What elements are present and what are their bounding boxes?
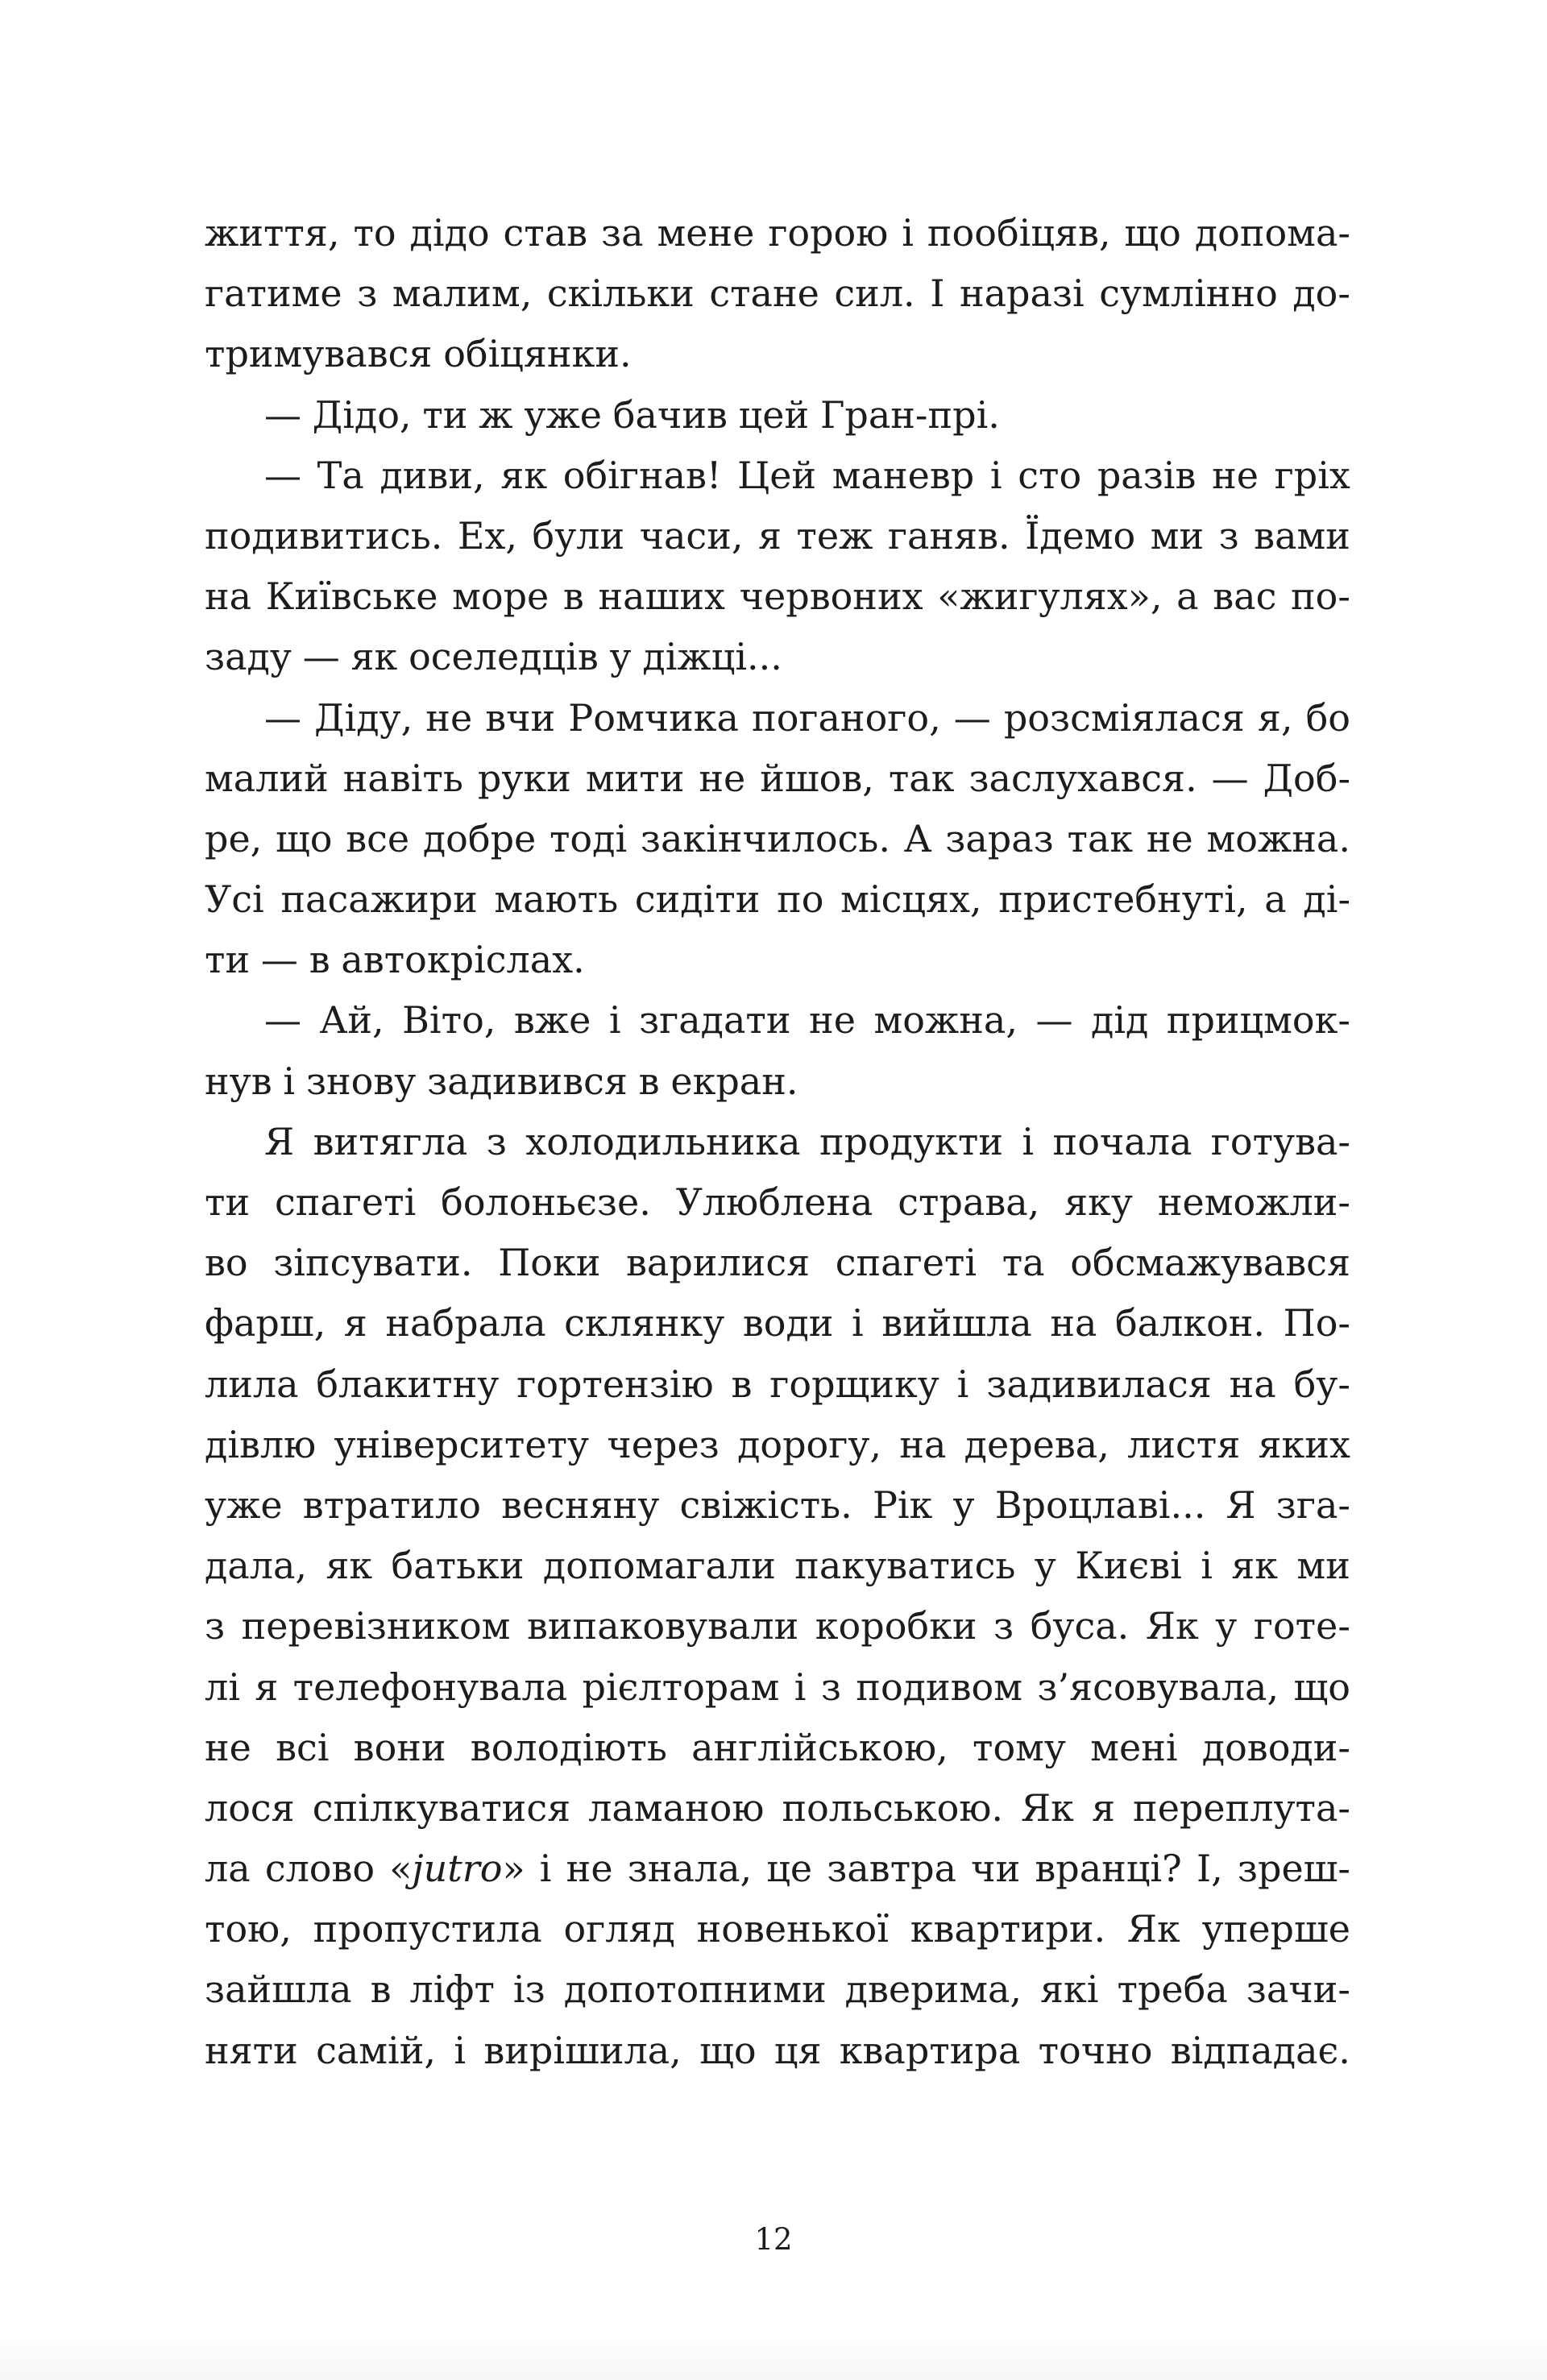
text-line: — Ай, Віто, вже і згадати не можна, — дід прицмок- (264, 998, 1350, 1043)
text-line: — Діду, не вчи Ромчика поганого, — розсміялася я, бо (264, 695, 1350, 740)
text-line: на Київське море в наших червоних «жигулях», а вас по- (205, 574, 1350, 619)
text-line: зайшла в ліфт із допотопними дверима, які треба зачи- (205, 1967, 1350, 2012)
text-line: лося спілкуватися ламаною польською. Як я переплута- (205, 1785, 1350, 1830)
text-line: Я витягла з холодильника продукти і почала готува- (264, 1119, 1350, 1163)
text-line: ре, що все добре тоді закінчилось. А зараз так не можна. (205, 816, 1350, 860)
text-line: з перевізником випаковували коробки з буса. Як у готе- (205, 1604, 1350, 1648)
text-line: заду — як оселедців у діжці... (205, 635, 782, 679)
text-line: ти спагеті болоньєзе. Улюблена страва, яку неможли- (205, 1180, 1350, 1224)
text-line: — Та диви, як обігнав! Цей маневр і сто разів не гріх (264, 453, 1350, 497)
text-line: лі я телефонувала рієлторам і з подивом з’ясовувала, що (205, 1665, 1350, 1709)
text-line: уже втратило весняну свіжість. Рік у Вроцлаві... Я зга- (205, 1482, 1350, 1527)
text-line: тримувався обіцянки. (205, 332, 632, 376)
text-line: життя, то дідо став за мене горою і пообіцяв, що допома- (205, 211, 1350, 255)
page-number: 12 (754, 2222, 793, 2257)
text-line: дала, як батьки допомагали пакуватись у Києві і як ми (205, 1544, 1350, 1588)
text-line: не всі вони володіють англійською, тому мені доводи- (205, 1725, 1350, 1769)
text-line: дівлю університету через дорогу, на дерева, листя яких (205, 1422, 1350, 1466)
text-line: гатиме з малим, скільки стане сил. І наразі сумлінно до- (205, 272, 1350, 316)
body-text (205, 203, 1350, 2081)
text-line: лила блакитну гортензію в горщику і задивилася на бу- (205, 1362, 1350, 1406)
text-line: фарш, я набрала склянку води і вийшла на балкон. По- (205, 1301, 1350, 1345)
text-line: тою, пропустила огляд новенької квартири. Як уперше (205, 1907, 1350, 1951)
text-line: ти — в автокріслах. (205, 938, 585, 982)
text-line: нув і знову задивився в екран. (205, 1059, 798, 1103)
text-line: подивитись. Ех, були часи, я теж ганяв. Їдемо ми з вами (205, 513, 1350, 558)
text-line: Усі пасажири мають сидіти по місцях, пристебнуті, а ді- (205, 877, 1350, 922)
text-line: малий навіть руки мити не йшов, так заслухався. — Доб- (205, 756, 1350, 800)
text-line: — Дідо, ти ж уже бачив цей Гран-прі. (264, 392, 1000, 437)
text-line: во зіпсувати. Поки варилися спагеті та обсмажувався (205, 1241, 1350, 1285)
text-line: няти самій, і вирішила, що ця квартира точно відпадає. (205, 2028, 1350, 2072)
scan-edge (0, 2336, 1547, 2380)
text-line: ла слово «jutro» і не знала, це завтра чи вранці? І, зреш- (205, 1847, 1350, 1891)
